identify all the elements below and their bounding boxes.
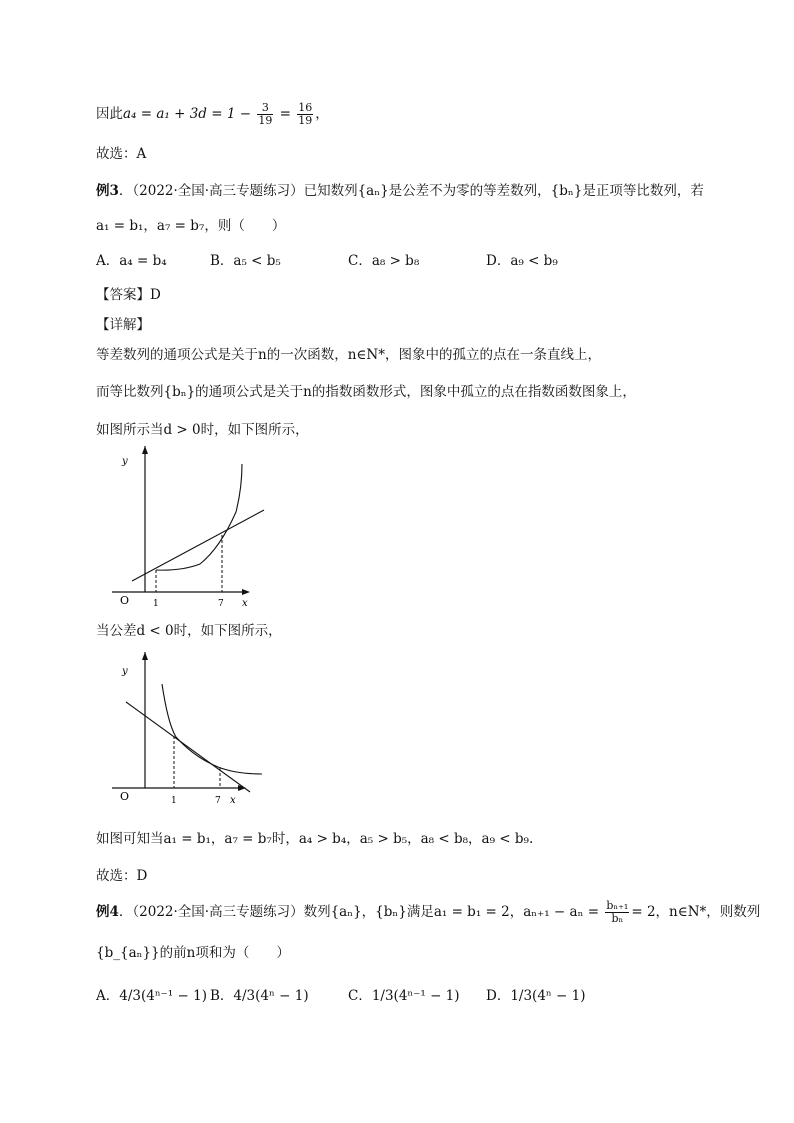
linear-line (132, 510, 264, 581)
example-3-line (96, 180, 704, 202)
graph-d-positive (112, 446, 272, 616)
option-d: D．1/3(4ⁿ − 1) (486, 988, 586, 1004)
frac-den: 19 (298, 114, 313, 127)
example-text: ．（2022·全国·高三专题练习）数列{aₙ}，{bₙ}满足a₁ = b₁ = 2，aₙ₊₁ − aₙ = (118, 904, 600, 920)
x-label: x (230, 795, 236, 806)
fraction (605, 900, 629, 925)
example-label: 例3 (96, 183, 119, 199)
x-label: x (242, 598, 248, 609)
example-text: ．（2022·全国·高三专题练习）已知数列{aₙ}是公差不为零的等差数列，{bₙ}是正项等比数列，若 (118, 183, 704, 199)
origin-label: O (120, 594, 130, 607)
tick-7: 7 (218, 599, 224, 609)
tick-1: 1 (153, 599, 159, 609)
option-a: A．4/3(4ⁿ⁻¹ − 1) (96, 988, 207, 1004)
y-axis-arrow (142, 652, 148, 660)
y-axis-arrow (142, 446, 148, 454)
detail-tag: 【详解】 (96, 317, 150, 333)
math-expr: a₄ = a₁ + 3d = 1 − (123, 106, 252, 122)
frac-den: bₙ (611, 912, 624, 925)
example-4-line (96, 900, 760, 925)
example-label: 例4 (96, 904, 119, 920)
fraction (257, 102, 273, 127)
paragraph-2: 而等比数列{bₙ}的通项公式是关于n的指数函数形式，图象中孤立的点在指数函数图象上， (96, 384, 636, 400)
y-label: y (122, 666, 128, 677)
paragraph-1: 等差数列的通项公式是关于n的一次函数，n∈N*，图象中的孤立的点在一条直线上， (96, 347, 601, 363)
option-b: B．a₅ < b₅ (210, 253, 281, 269)
exp-curve (162, 684, 262, 774)
exp-curve (156, 464, 242, 570)
frac-num: 16 (298, 101, 313, 114)
graph-d-negative (112, 652, 272, 812)
tick-7: 7 (215, 796, 221, 806)
option-a: A．a₄ = b₄ (96, 253, 167, 269)
option-c: C．1/3(4ⁿ⁻¹ − 1) (348, 988, 460, 1004)
fraction (297, 102, 313, 127)
x-axis-arrow (242, 589, 250, 595)
paragraph-4: 当公差d < 0时，如下图所示， (96, 623, 282, 639)
equals: = (279, 106, 291, 122)
paragraph-5: 如图可知当a₁ = b₁，a₇ = b₇时，a₄ > b₄，a₅ > b₅，a₈ < b₈，a₉ < b₉. (96, 831, 534, 847)
option-d: D．a₉ < b₉ (486, 253, 558, 269)
tick-1: 1 (171, 796, 177, 806)
example-4-line2: {b_{aₙ}}的前n项和为（ ） (96, 945, 290, 961)
example-3-line2: a₁ = b₁，a₇ = b₇，则（ ） (96, 218, 286, 234)
options-row (96, 985, 696, 1007)
answer-line: 故选：A (96, 146, 147, 162)
text-prefix: 因此 (96, 106, 123, 122)
option-c: C．a₈ > b₈ (348, 253, 420, 269)
example-text-end: = 2，n∈N*，则数列 (631, 904, 761, 920)
y-label: y (122, 456, 128, 467)
final-answer: 故选：D (96, 868, 148, 884)
answer-tag: 【答案】D (96, 287, 161, 303)
origin-label: O (120, 790, 130, 803)
frac-num: bₙ₊₁ (606, 899, 629, 912)
frac-num: 3 (257, 102, 273, 115)
frac-den: 19 (258, 114, 273, 127)
options-row (96, 250, 696, 272)
paragraph-3: 如图所示当d > 0时，如下图所示， (96, 422, 309, 438)
solution-line (96, 102, 329, 127)
text-suffix: ， (315, 106, 329, 122)
option-b: B．4/3(4ⁿ − 1) (210, 988, 309, 1004)
